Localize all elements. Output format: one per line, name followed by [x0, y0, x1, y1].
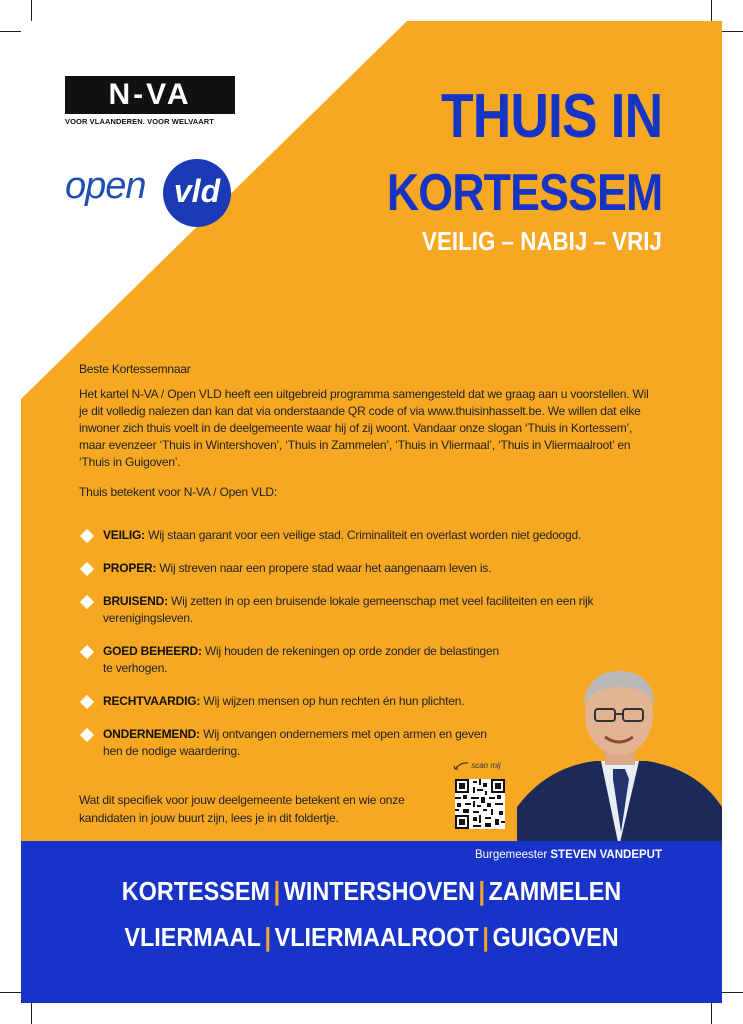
crop-mark	[721, 31, 743, 32]
value-item	[79, 593, 679, 627]
places-row-2	[56, 922, 687, 953]
crop-mark	[711, 0, 712, 22]
place-name: GUIGOVEN	[492, 922, 619, 952]
crop-mark	[0, 992, 22, 993]
nva-logo	[65, 76, 235, 126]
value-item	[79, 527, 679, 544]
nva-tagline: VOOR VLAANDEREN. VOOR WELVAART	[65, 117, 214, 126]
diamond-bullet-icon	[80, 562, 94, 576]
flyer-sheet	[21, 21, 722, 1003]
open-vld-open-text: open	[65, 165, 146, 207]
value-text: Wij zetten in op een bruisende lokale gemeenschap met veel faciliteiten en een rijk verenigingsleven.	[103, 594, 594, 625]
candidate-photo	[517, 657, 722, 847]
value-term: PROPER:	[103, 561, 157, 575]
value-term: ONDERNEMEND:	[103, 727, 200, 741]
nva-wordmark: N-VA	[65, 76, 235, 114]
caption-name: STEVEN VANDEPUT	[550, 849, 662, 861]
place-separator: |	[273, 876, 281, 906]
value-term: GOED BEHEERD:	[103, 644, 202, 658]
value-item	[79, 726, 503, 760]
crop-mark	[711, 1002, 712, 1024]
place-name: KORTESSEM	[121, 876, 270, 906]
place-name: ZAMMELEN	[488, 876, 622, 906]
diamond-bullet-icon	[80, 695, 94, 709]
value-text: Wij wijzen mensen op hun rechten én hun plichten.	[200, 694, 465, 708]
place-name: VLIERMAALROOT	[274, 922, 479, 952]
place-separator: |	[478, 876, 486, 906]
value-item	[79, 643, 503, 677]
crop-mark	[0, 31, 22, 32]
crop-mark	[721, 992, 743, 993]
place-separator: |	[264, 922, 272, 952]
diamond-bullet-icon	[80, 645, 94, 659]
qr-code-icon[interactable]	[455, 779, 505, 829]
value-term: RECHTVAARDIG:	[103, 694, 201, 708]
intro-paragraph: Het kartel N-VA / Open VLD heeft een uitgebreid programma samengesteld dat we graag aan u voorstellen. Wil je dit volledig nalezen dan kan dat via onderstaande QR code of via www.thuisinhasselt.be. We willen dat elke inwoner zich thuis voelt in de deelgemeente waar hij of zij woont. Vandaar onze slogan ‘Thuis in Kortessem’, maar evenzeer ‘Thuis in Wintershoven’, ‘Thuis in Zammelen’, ‘Thuis in Vliermaal’, ‘Thuis in Vliermaalroot’ en ‘Thuis in Guigoven’.	[79, 387, 649, 469]
closing-text: Wat dit specifiek voor jouw deelgemeente betekent en wie onze kandidaten in jouw buurt zijn, lees je in dit foldertje.	[79, 793, 405, 825]
value-item	[79, 560, 679, 577]
letter-body	[79, 361, 659, 514]
value-text: Wij houden de rekeningen op orde zonder de belastingen te verhogen.	[103, 644, 499, 675]
crop-mark	[31, 1002, 32, 1024]
arrow-icon	[453, 761, 469, 771]
place-name: VLIERMAAL	[124, 922, 261, 952]
value-term: BRUISEND:	[103, 594, 168, 608]
diamond-bullet-icon	[80, 728, 94, 742]
place-name: WINTERSHOVEN	[283, 876, 475, 906]
value-text: Wij ontvangen ondernemers met open armen en geven hen de nodige waardering.	[103, 727, 487, 758]
diamond-bullet-icon	[80, 595, 94, 609]
qr-scan-text: scan mij	[471, 761, 501, 771]
qr-scan-label	[453, 761, 501, 771]
value-text: Wij streven naar een propere stad waar het aangenaam leven is.	[156, 561, 492, 575]
open-vld-logo	[65, 159, 240, 221]
title-line-1: THUIS IN	[440, 82, 662, 151]
slogan-subtitle: VEILIG – NABIJ – VRIJ	[422, 226, 662, 256]
crop-mark	[31, 0, 32, 22]
places-row-1	[56, 876, 687, 907]
value-text: Wij staan garant voor een veilige stad. Criminaliteit en overlast worden niet gedoogd.	[144, 528, 582, 542]
photo-caption	[475, 849, 662, 861]
caption-role: Burgemeester	[474, 849, 548, 861]
diamond-bullet-icon	[80, 529, 94, 543]
place-separator: |	[482, 922, 489, 952]
title-line-2: KORTESSEM	[386, 164, 662, 222]
value-term: VEILIG:	[103, 528, 145, 542]
salutation: Beste Kortessemnaar	[79, 362, 191, 376]
values-intro: Thuis betekent voor N-VA / Open VLD:	[79, 485, 278, 499]
open-vld-circle: vld	[163, 159, 231, 227]
